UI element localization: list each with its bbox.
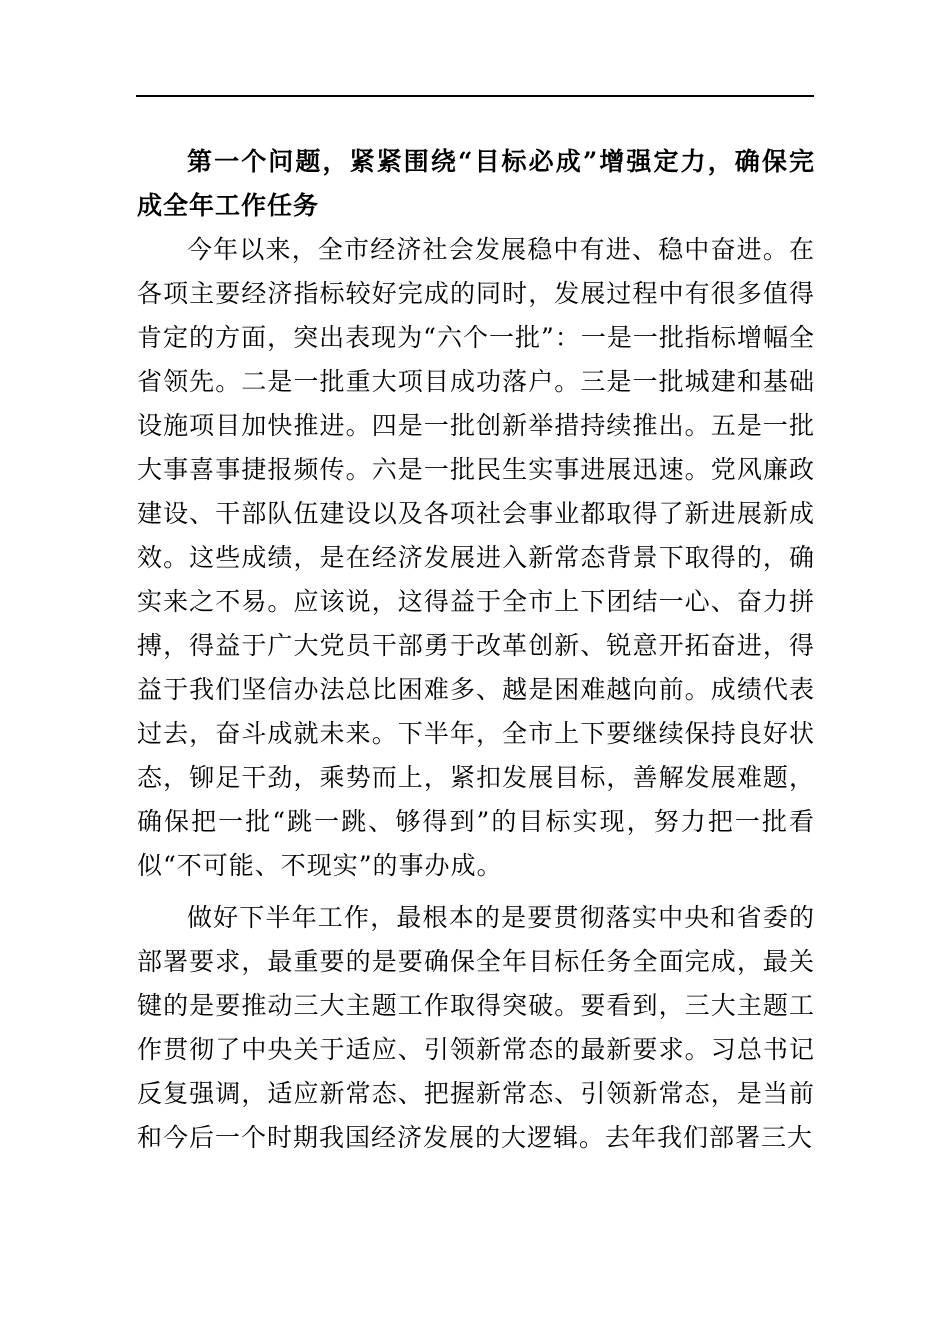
paragraph-1: 今年以来，全市经济社会发展稳中有进、稳中奋进。在各项主要经济指标较好完成的同时，发展过程中有很多值得肯定的方面，突出表现为“六个一批”：一是一批指标增幅全省领先。二是一批重大项目成功落户。三是一批城建和基础设施项目加快推进。四是一批创新举措持续推出。五是一批大事喜事捷报频传。六是一批民生实事进展迅速。党风廉政建设、干部队伍建设以及各项社会事业都取得了新进展新成效。这些成绩，是在经济发展进入新常态背景下取得的，确实来之不易。应该说，这得益于全市上下团结一心、奋力拼搏，得益于广大党员干部勇于改革创新、锐意开拓奋进，得益于我们坚信办法总比困难多、越是困难越向前。成绩代表过去，奋斗成就未来。下半年，全市上下要继续保持良好状态，铆足干劲，乘势而上，紧扣发展目标，善解发展难题，确保把一批“跳一跳、够得到”的目标实现，努力把一批看似“不可能、不现实”的事办成。 xyxy=(137,235,815,880)
paragraph-2: 做好下半年工作，最根本的是要贯彻落实中央和省委的部署要求，最重要的是要确保全年目标任务全面完成，最关键的是要推动三大主题工作取得突破。要看到，三大主题工作贯彻了中央关于适应、引领新常态的最新要求。习总书记反复强调，适应新常态、把握新常态、引领新常态，是当前和今后一个时期我国经济发展的大逻辑。去年我们部署三大 xyxy=(137,903,815,1152)
section-heading: 第一个问题，紧紧围绕“目标必成”增强定力，确保完成全年工作任务 xyxy=(137,147,815,220)
document-body xyxy=(137,140,815,1168)
header-rule xyxy=(136,95,814,97)
